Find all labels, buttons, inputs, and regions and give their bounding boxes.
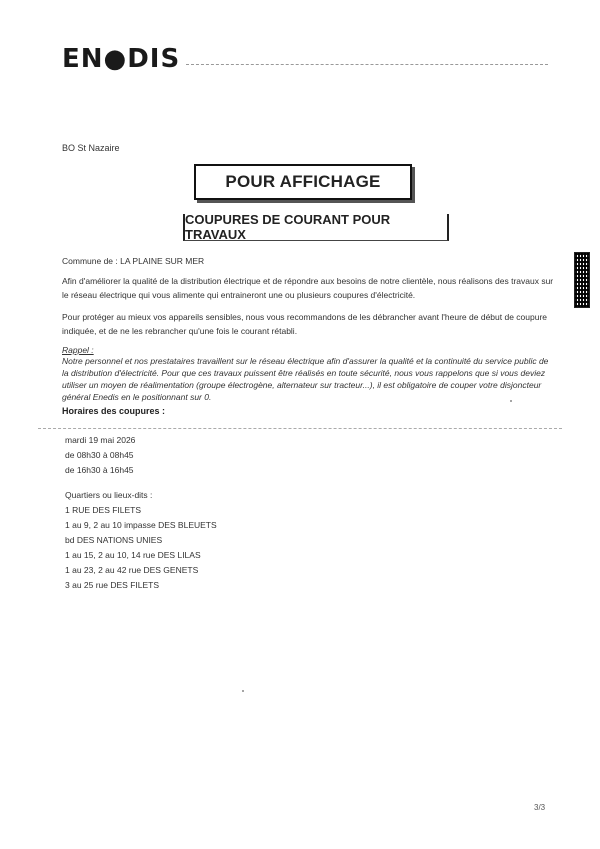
advice-paragraph: Pour protéger au mieux vos appareils sensibles, nous vous recommandons de les débrancher avant l'heure de début de coupure indiquée, et de ne les rebrancher qu'une fois le courant rétabli. — [62, 312, 548, 336]
rappel-paragraph: Notre personnel et nos prestataires travaillent sur le réseau électrique afin d'assurer la qualité et la continuité du service public de la distribution d'électricité. Pour que ces travaux puissent être réalisés en toute sécurité, nous vous rappelons que si vous deviez utiliser un moyen de réalimentation (groupe électrogène, alternateur sur tracteur...), il est obligatoire de couper votre disjoncteur général Enedis en le positionnant sur 0. — [62, 356, 549, 402]
enedis-logo: EN●DIS — [62, 44, 181, 74]
outage-date: mardi 19 mai 2026 — [65, 435, 136, 445]
list-item: 1 au 23, 2 au 42 rue DES GENETS — [65, 565, 199, 575]
commune-line: Commune de : LA PLAINE SUR MER — [62, 256, 205, 266]
scan-speck — [242, 690, 244, 692]
horaires-heading: Horaires des coupures : — [62, 406, 166, 416]
scan-speck — [510, 400, 512, 402]
scan-dashed-line — [38, 428, 562, 429]
page-number: 3/3 — [534, 803, 546, 812]
outage-schedule — [65, 433, 135, 478]
header-rule — [186, 64, 548, 65]
quartiers-heading: Quartiers ou lieux-dits : — [65, 490, 153, 500]
quartiers-list — [65, 503, 217, 593]
list-item: 1 au 15, 2 au 10, 14 rue DES LILAS — [65, 550, 201, 560]
barcode-stamp — [574, 252, 590, 308]
outage-slot: de 08h30 à 08h45 — [65, 450, 134, 460]
notice-title: POUR AFFICHAGE — [194, 164, 412, 200]
intro-paragraph: Afin d'améliorer la qualité de la distribution électrique et de répondre aux besoins de notre clientèle, nous réalisons des travaux sur le réseau électrique qui vous alimente qui entraineront une ou plusieurs coupures d'électricité. — [62, 276, 554, 300]
list-item: bd DES NATIONS UNIES — [65, 535, 163, 545]
office-label: BO St Nazaire — [62, 143, 120, 153]
list-item: 3 au 25 rue DES FILETS — [65, 580, 160, 590]
notice-subtitle: COUPURES DE COURANT POUR TRAVAUX — [183, 214, 449, 241]
outage-slot: de 16h30 à 16h45 — [65, 465, 134, 475]
rappel-heading: Rappel : — [62, 345, 94, 355]
list-item: 1 au 9, 2 au 10 impasse DES BLEUETS — [65, 520, 217, 530]
list-item: 1 RUE DES FILETS — [65, 505, 142, 515]
